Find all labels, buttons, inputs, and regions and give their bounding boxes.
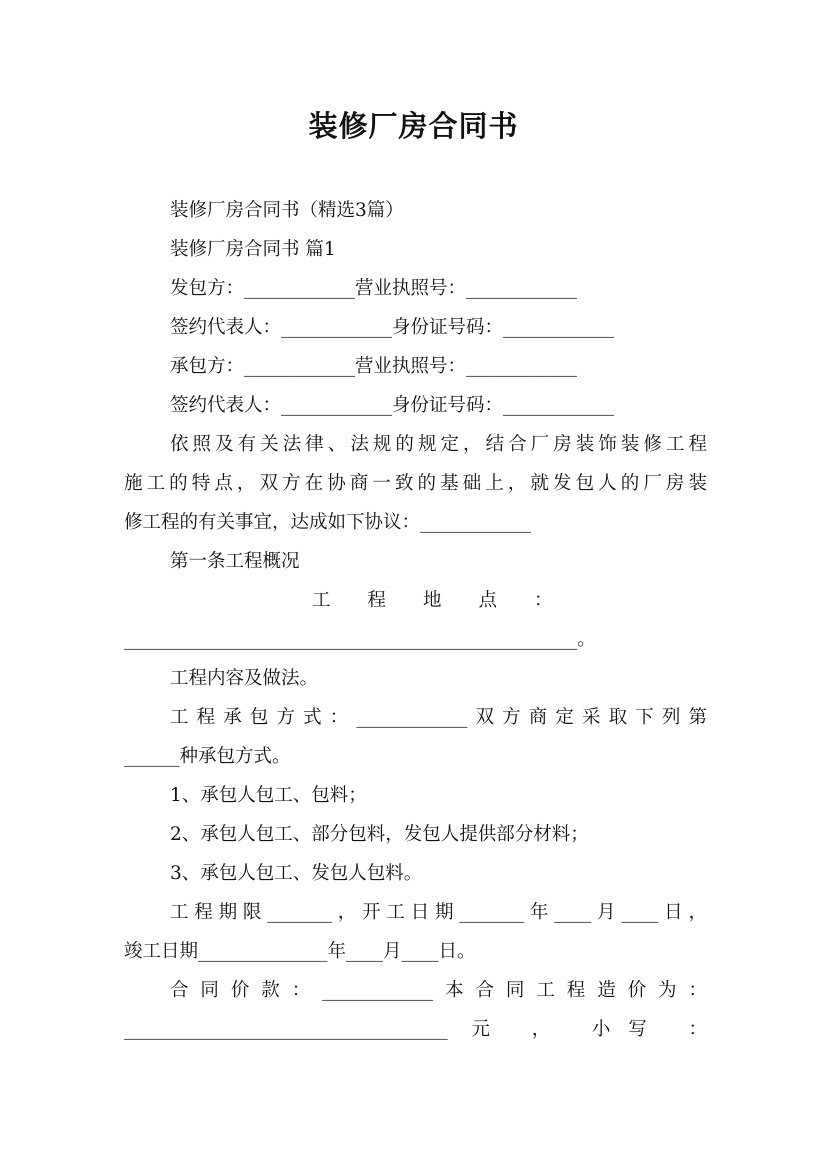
doc-paragraph-line: 工程期限_______，开工日期_______年____月____日， bbox=[170, 902, 707, 923]
doc-location-label: 工 程 地 点 ： bbox=[312, 590, 553, 611]
doc-location-blank: _________________________________________________。 bbox=[124, 629, 596, 650]
doc-paragraph-line: 依照及有关法律、法规的规定，结合厂房装饰装修工程 bbox=[170, 434, 707, 455]
doc-paragraph-line: 合同价款：____________本合同工程造价为： bbox=[170, 980, 707, 1001]
doc-paragraph-line: 修工程的有关事宜，达成如下协议：____________ bbox=[124, 512, 532, 533]
doc-list-item: 1、承包人包工、包料； bbox=[170, 785, 367, 806]
doc-list-item: 2、承包人包工、部分包料，发包人提供部分材料； bbox=[170, 824, 589, 845]
doc-section-heading: 装修厂房合同书 篇1 bbox=[170, 239, 336, 260]
doc-paragraph-line: ___________________________________ 元 ， 小写 ： bbox=[124, 1019, 707, 1040]
doc-line-contractor: 承包方：____________营业执照号：____________ bbox=[170, 356, 578, 377]
doc-paragraph-line: 工程内容及做法。 bbox=[170, 668, 319, 689]
doc-line-employer: 发包方：____________营业执照号：____________ bbox=[170, 278, 578, 299]
doc-article-heading: 第一条工程概况 bbox=[170, 551, 300, 572]
doc-paragraph-line: 竣工日期______________年____月____日。 bbox=[124, 941, 476, 962]
document-title: 装修厂房合同书 bbox=[308, 109, 519, 143]
doc-list-item: 3、承包人包工、发包人包料。 bbox=[170, 863, 423, 884]
doc-subtitle: 装修厂房合同书（精选3篇） bbox=[170, 200, 404, 221]
doc-line-employer-rep: 签约代表人：____________身份证号码：____________ bbox=[170, 317, 615, 338]
doc-paragraph-line: 工程承包方式：____________双方商定采取下列第 bbox=[170, 707, 707, 728]
doc-paragraph-line: 施工的特点，双方在协商一致的基础上，就发包人的厂房装 bbox=[124, 473, 707, 494]
doc-paragraph-line: ______种承包方式。 bbox=[124, 746, 291, 767]
doc-line-contractor-rep: 签约代表人：____________身份证号码：____________ bbox=[170, 395, 615, 416]
